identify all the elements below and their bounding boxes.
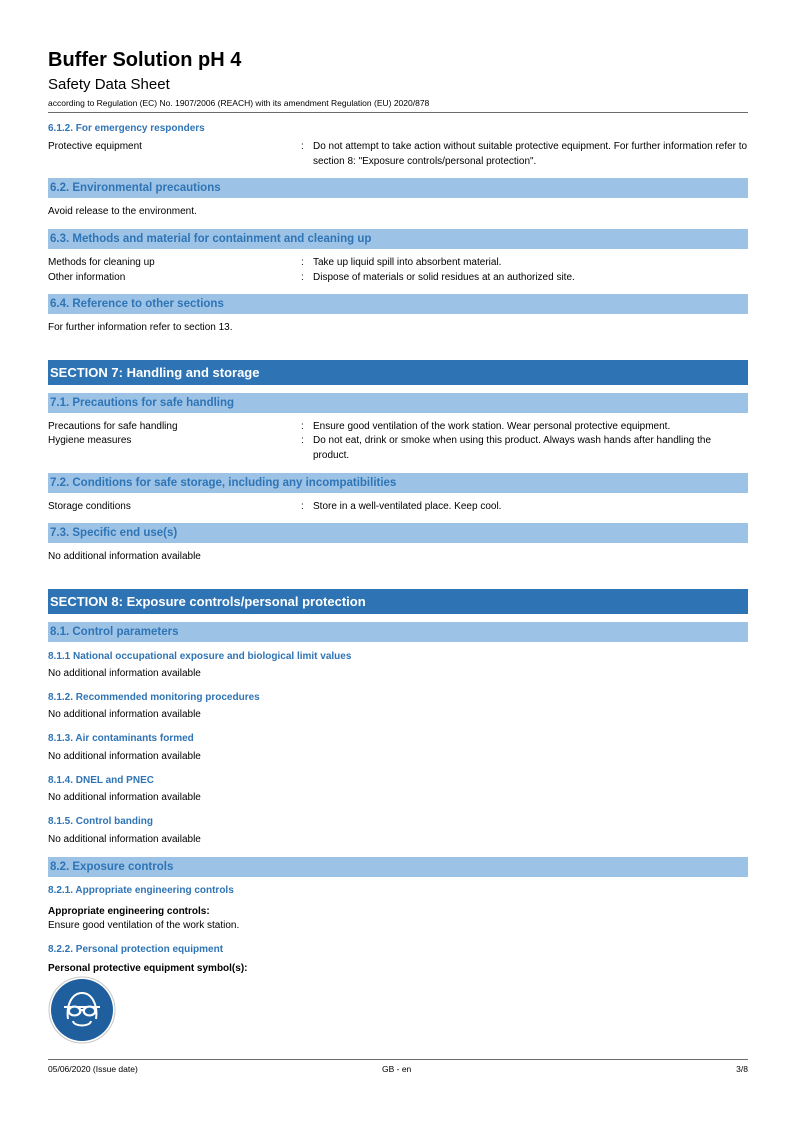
- row-value: Do not attempt to take action without suitable protective equipment. For further information refer to section 8: "Exposure controls/personal protection".: [313, 141, 748, 167]
- text-engineering-controls: Ensure good ventilation of the work station.: [48, 920, 240, 931]
- row-value: Do not eat, drink or smoke when using this product. Always wash hands after handling the product.: [313, 435, 712, 461]
- label-ppe-symbols: Personal protective equipment symbol(s):: [48, 963, 248, 974]
- band-title: 7.2. Conditions for safe storage, including any incompatibilities: [50, 477, 397, 489]
- band-7-1: [48, 393, 748, 413]
- band-title: 8.1. Control parameters: [50, 626, 179, 638]
- text-8-1-1: No additional information available: [48, 668, 201, 679]
- text-8-1-5: No additional information available: [48, 834, 201, 845]
- row-colon: :: [301, 501, 304, 512]
- footer-divider: [48, 1059, 748, 1060]
- footer-language: GB - en: [382, 1064, 412, 1074]
- document-title: Buffer Solution pH 4: [48, 49, 242, 71]
- row-label: Methods for cleaning up: [48, 257, 155, 268]
- band-title: 6.2. Environmental precautions: [50, 182, 221, 194]
- band-title: 7.1. Precautions for safe handling: [50, 397, 235, 409]
- text-7-3: No additional information available: [48, 551, 201, 562]
- band-8-1: [48, 622, 748, 642]
- row-colon: :: [301, 421, 304, 432]
- band-6-4: [48, 294, 748, 314]
- section-8-header: [48, 589, 748, 614]
- row-label: Hygiene measures: [48, 435, 132, 446]
- row-value: Ensure good ventilation of the work station. Wear personal protective equipment.: [313, 421, 671, 432]
- band-title: 6.4. Reference to other sections: [50, 298, 224, 310]
- row-colon: :: [301, 272, 304, 283]
- section-title: SECTION 7: Handling and storage: [50, 365, 260, 380]
- subheading-8-2-2: 8.2.2. Personal protection equipment: [48, 944, 224, 955]
- text-6-4: For further information refer to section 13.: [48, 322, 233, 333]
- row-value: Store in a well-ventilated place. Keep cool.: [313, 501, 502, 512]
- band-title: 6.3. Methods and material for containment and cleaning up: [50, 233, 372, 245]
- subheading-8-2-1: 8.2.1. Appropriate engineering controls: [48, 885, 234, 896]
- subheading-8-1-2: 8.1.2. Recommended monitoring procedures: [48, 692, 260, 703]
- row-colon: :: [301, 141, 304, 152]
- row-label: Storage conditions: [48, 501, 131, 512]
- row-label: Other information: [48, 272, 126, 283]
- footer-date: 05/06/2020 (Issue date): [48, 1064, 138, 1074]
- header-divider: [48, 112, 748, 113]
- row-value: Take up liquid spill into absorbent material.: [313, 257, 502, 268]
- band-6-3: [48, 229, 748, 249]
- band-title: 8.2. Exposure controls: [50, 861, 174, 873]
- row-label: Precautions for safe handling: [48, 421, 178, 432]
- label-engineering-controls: Appropriate engineering controls:: [48, 906, 210, 917]
- row-colon: :: [301, 435, 304, 446]
- text-8-1-3: No additional information available: [48, 751, 201, 762]
- text-6-2: Avoid release to the environment.: [48, 206, 197, 217]
- subheading-8-1-5: 8.1.5. Control banding: [48, 816, 154, 827]
- band-6-2: [48, 178, 748, 198]
- band-title: 7.3. Specific end use(s): [50, 527, 178, 539]
- subheading-8-1-3: 8.1.3. Air contaminants formed: [48, 733, 194, 744]
- row-colon: :: [301, 257, 304, 268]
- band-7-2: [48, 473, 748, 493]
- band-7-3: [48, 523, 748, 543]
- subheading-8-1-1: 8.1.1 National occupational exposure and biological limit values: [48, 651, 352, 662]
- footer-page-number: 3/8: [736, 1064, 748, 1074]
- eye-protection-mandatory-icon: [48, 975, 116, 1045]
- subheading-6-1-2: 6.1.2. For emergency responders: [48, 123, 205, 134]
- row-label: Protective equipment: [48, 141, 142, 152]
- text-8-1-4: No additional information available: [48, 792, 201, 803]
- sds-page: [48, 0, 748, 1123]
- subheading-8-1-4: 8.1.4. DNEL and PNEC: [48, 775, 154, 786]
- section-title: SECTION 8: Exposure controls/personal protection: [50, 594, 366, 609]
- band-8-2: [48, 857, 748, 877]
- document-subtitle: Safety Data Sheet: [48, 76, 170, 93]
- section-7-header: [48, 360, 748, 385]
- row-value: Dispose of materials or solid residues at an authorized site.: [313, 272, 575, 283]
- regulation-note: according to Regulation (EC) No. 1907/2006 (REACH) with its amendment Regulation (EU) 2020/878: [48, 98, 430, 108]
- text-8-1-2: No additional information available: [48, 709, 201, 720]
